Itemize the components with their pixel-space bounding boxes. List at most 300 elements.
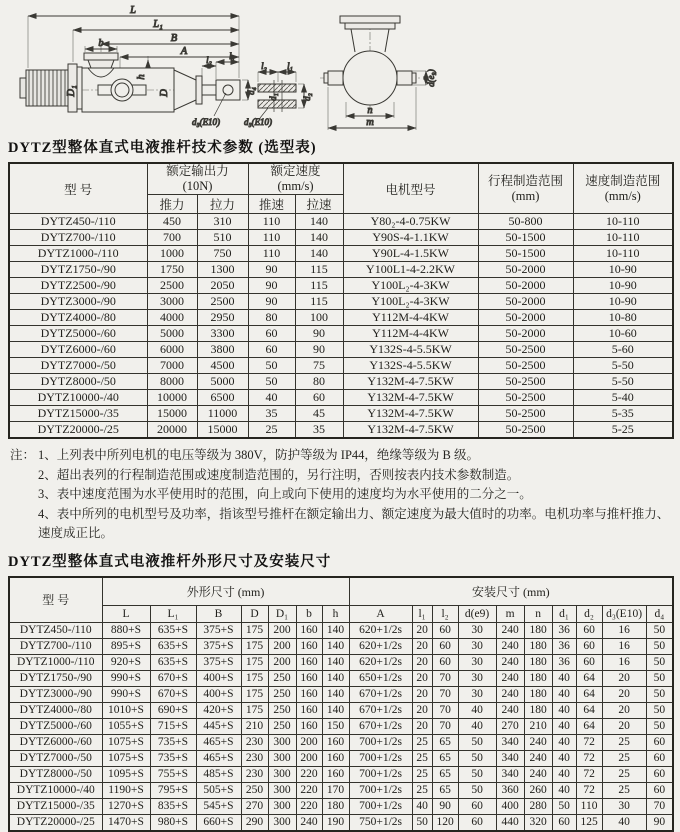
- table-cell: 140: [295, 246, 343, 262]
- table-cell: 60: [576, 654, 602, 670]
- note-item-1: 1、上列表中所列电机的电压等级为 380V，防护等级为 IP44，绝缘等级为 B 级。: [38, 448, 479, 462]
- header-pull-force: 拉力: [197, 195, 248, 214]
- table-cell: 750: [197, 246, 248, 262]
- table-cell: 3000: [147, 294, 197, 310]
- table-cell: 50-2500: [478, 390, 573, 406]
- table-cell: 10-90: [573, 262, 673, 278]
- table-cell: 990+S: [102, 670, 150, 686]
- table-cell: 20: [412, 654, 432, 670]
- table-cell: 25: [602, 750, 646, 766]
- header-col-m: m: [496, 605, 524, 622]
- header-rated-speed: [248, 163, 343, 195]
- header-outline-dimensions: 外形尺寸 (mm): [102, 577, 349, 606]
- table-cell: 240: [496, 654, 524, 670]
- table-cell: 120: [432, 814, 458, 831]
- table-cell: 10-60: [573, 326, 673, 342]
- table-cell: 100: [295, 310, 343, 326]
- model-cell: DYTZ15000-/35: [9, 406, 147, 422]
- table-row: [9, 766, 673, 782]
- model-cell: DYTZ8000-/50: [9, 374, 147, 390]
- parameters-table-title: DYTZ型整体直式电液推杆技术参数 (选型表): [8, 140, 317, 156]
- header-col-L1: L₁: [150, 605, 196, 622]
- table-cell: 180: [524, 702, 552, 718]
- table-cell: 160: [296, 686, 322, 702]
- table-cell: 50-2000: [478, 310, 573, 326]
- table-cell: 60: [248, 342, 295, 358]
- dim-label-b: b: [98, 38, 104, 49]
- note-item-4: 4、表中所列的电机型号及功率，指该型号推杆在额定输出力、额定速度为最大值时的功率。电机功率与推杆推力、 速度成正比。: [38, 506, 670, 540]
- table-cell: Y132M-4-7.5KW: [343, 422, 478, 439]
- header-speed-range-label: 速度制造范围: [585, 173, 661, 188]
- side-view: [20, 5, 256, 127]
- table-cell: 25: [602, 766, 646, 782]
- table-cell: 10-110: [573, 214, 673, 230]
- dim-label-l1-detail: l₁: [287, 61, 293, 71]
- table-cell: 50-2500: [478, 406, 573, 422]
- table-cell: 90: [248, 294, 295, 310]
- table-cell: 25: [412, 766, 432, 782]
- table-cell: 25: [412, 734, 432, 750]
- table-row: [9, 734, 673, 750]
- header-rated-speed-unit: (mm/s): [277, 179, 314, 193]
- table-cell: 20: [412, 686, 432, 702]
- table-cell: 240: [496, 670, 524, 686]
- header-col-l1: l₁: [412, 605, 432, 622]
- table-cell: 240: [496, 702, 524, 718]
- table-cell: 40: [458, 702, 496, 718]
- table-cell: 990+S: [102, 686, 150, 702]
- table-cell: 6500: [197, 390, 248, 406]
- table-cell: 60: [248, 326, 295, 342]
- table-cell: 20: [602, 686, 646, 702]
- table-cell: 220: [296, 798, 322, 814]
- table-cell: 620+1/2s: [349, 638, 412, 654]
- table-cell: 200: [268, 638, 296, 654]
- table-cell: 140: [322, 702, 349, 718]
- table-cell: 300: [268, 766, 296, 782]
- table-cell: 72: [576, 750, 602, 766]
- table-cell: Y132M-4-7.5KW: [343, 390, 478, 406]
- table-cell: 30: [458, 670, 496, 686]
- table-cell: 125: [576, 814, 602, 831]
- table-cell: 30: [458, 622, 496, 638]
- table-cell: 4000: [147, 310, 197, 326]
- table-cell: 200: [268, 622, 296, 638]
- dim-label-D: D: [159, 89, 170, 97]
- table-cell: 50: [646, 638, 673, 654]
- table-cell: 175: [241, 670, 268, 686]
- table-cell: 140: [322, 638, 349, 654]
- table-cell: 700+1/2s: [349, 782, 412, 798]
- table-cell: 80: [295, 374, 343, 390]
- header-col-l2: l₂: [432, 605, 458, 622]
- table-cell: 115: [295, 278, 343, 294]
- dim-label-L: L: [130, 5, 136, 16]
- table-cell: 180: [524, 686, 552, 702]
- header-rated-output-force-unit: (10N): [182, 179, 213, 193]
- header-rated-speed-label: 额定速度: [270, 164, 321, 178]
- table-cell: 5-35: [573, 406, 673, 422]
- note-item-3: 3、表中速度范围为水平使用时的范围，向上或向下使用的速度均为水平使用的二分之一。: [38, 487, 532, 501]
- table-cell: 340: [496, 734, 524, 750]
- table-cell: 160: [322, 766, 349, 782]
- table-cell: 5-50: [573, 374, 673, 390]
- table-row: [9, 390, 673, 406]
- table-cell: 36: [552, 638, 576, 654]
- table-cell: 60: [646, 734, 673, 750]
- table-cell: 50: [248, 358, 295, 374]
- table-cell: 40: [552, 670, 576, 686]
- table-cell: 240: [524, 766, 552, 782]
- table-cell: 400: [496, 798, 524, 814]
- table-cell: 75: [295, 358, 343, 374]
- table-cell: 160: [322, 750, 349, 766]
- table-cell: 1055+S: [102, 718, 150, 734]
- table-cell: 160: [296, 670, 322, 686]
- table-cell: 880+S: [102, 622, 150, 638]
- table-cell: 50: [646, 654, 673, 670]
- table-cell: 190: [322, 814, 349, 831]
- table-cell: 90: [295, 342, 343, 358]
- table-cell: 175: [241, 686, 268, 702]
- table-cell: 60: [576, 638, 602, 654]
- table-cell: 50: [412, 814, 432, 831]
- table-row: [9, 230, 673, 246]
- table-cell: 545+S: [196, 798, 241, 814]
- table-cell: 700+1/2s: [349, 798, 412, 814]
- table-cell: Y132M-4-7.5KW: [343, 374, 478, 390]
- table-cell: 60: [458, 798, 496, 814]
- table-cell: 160: [296, 718, 322, 734]
- table-cell: 25: [602, 734, 646, 750]
- table-cell: 670+1/2s: [349, 686, 412, 702]
- note-item-2: 2、超出表列的行程制造范围或速度制造范围的，另行注明，否则按表内技术参数制造。: [38, 467, 520, 482]
- table-cell: 735+S: [150, 734, 196, 750]
- table-cell: 60: [432, 638, 458, 654]
- table-cell: 240: [496, 686, 524, 702]
- table-cell: 375+S: [196, 654, 241, 670]
- model-cell: DYTZ10000-/40: [9, 782, 102, 798]
- table-cell: 290: [241, 814, 268, 831]
- dim-label-de9: d(e₉): [426, 69, 436, 87]
- table-cell: 20: [602, 670, 646, 686]
- table-cell: 40: [602, 814, 646, 831]
- table-cell: 30: [458, 638, 496, 654]
- table-cell: 15000: [147, 406, 197, 422]
- table-cell: 200: [296, 734, 322, 750]
- table-cell: 8000: [147, 374, 197, 390]
- table-cell: 110: [576, 798, 602, 814]
- table-cell: 250: [268, 686, 296, 702]
- table-cell: 16: [602, 638, 646, 654]
- table-cell: 700+1/2s: [349, 766, 412, 782]
- header-motor-model: 电机型号: [343, 163, 478, 214]
- table-cell: 635+S: [150, 654, 196, 670]
- table-cell: 50-2000: [478, 326, 573, 342]
- table-cell: 220: [296, 766, 322, 782]
- table-row: [9, 422, 673, 439]
- table-cell: 90: [248, 278, 295, 294]
- table-cell: 16: [602, 654, 646, 670]
- table-cell: 10-110: [573, 230, 673, 246]
- table-cell: 3800: [197, 342, 248, 358]
- dim-label-l2: l₂: [206, 55, 212, 65]
- table-cell: 160: [296, 654, 322, 670]
- dim-label-l2-detail: l₂: [261, 61, 267, 71]
- table-cell: 40: [552, 718, 576, 734]
- table-cell: 920+S: [102, 654, 150, 670]
- notes-block: [8, 446, 678, 544]
- table-cell: Y100L₂-4-3KW: [343, 278, 478, 294]
- table-cell: 250: [268, 718, 296, 734]
- table-cell: 620+1/2s: [349, 654, 412, 670]
- table-cell: 35: [248, 406, 295, 422]
- table-cell: Y80₂-4-0.75KW: [343, 214, 478, 230]
- table-cell: 160: [296, 638, 322, 654]
- dim-label-d3E10: d₃(E10): [191, 117, 221, 127]
- table-cell: 25: [412, 782, 432, 798]
- dim-label-B: B: [170, 33, 178, 44]
- table-cell: 20000: [147, 422, 197, 439]
- table-cell: 50-1500: [478, 246, 573, 262]
- table-cell: 140: [322, 686, 349, 702]
- table-cell: 375+S: [196, 622, 241, 638]
- table-cell: 70: [432, 670, 458, 686]
- table-cell: 170: [322, 782, 349, 798]
- table-cell: 440: [496, 814, 524, 831]
- table-cell: 50-1500: [478, 230, 573, 246]
- table-cell: 230: [241, 766, 268, 782]
- table-cell: 50-2000: [478, 262, 573, 278]
- table-cell: 320: [524, 814, 552, 831]
- table-cell: 60: [646, 766, 673, 782]
- table-cell: 7000: [147, 358, 197, 374]
- table-cell: 650+1/2s: [349, 670, 412, 686]
- table-cell: 700+1/2s: [349, 750, 412, 766]
- table-cell: 240: [524, 734, 552, 750]
- table-cell: 180: [524, 638, 552, 654]
- table-cell: 70: [432, 686, 458, 702]
- end-view: [320, 16, 436, 130]
- table-cell: 300: [268, 750, 296, 766]
- table-cell: 6000: [147, 342, 197, 358]
- table-cell: 270: [496, 718, 524, 734]
- table-cell: 50-2500: [478, 358, 573, 374]
- table-cell: 60: [432, 622, 458, 638]
- table-cell: 250: [268, 670, 296, 686]
- model-cell: DYTZ1000-/110: [9, 654, 102, 670]
- table-cell: 20: [412, 670, 432, 686]
- table-cell: 175: [241, 702, 268, 718]
- table-cell: 36: [552, 654, 576, 670]
- table-cell: 510: [197, 230, 248, 246]
- model-cell: DYTZ20000-/25: [9, 422, 147, 439]
- table-cell: 670+S: [150, 670, 196, 686]
- table-cell: 465+S: [196, 750, 241, 766]
- table-cell: 50-2500: [478, 422, 573, 439]
- header-col-d2: d₂: [576, 605, 602, 622]
- table-cell: 240: [524, 750, 552, 766]
- table-cell: 45: [295, 406, 343, 422]
- table-cell: 50-2000: [478, 278, 573, 294]
- table-row: [9, 294, 673, 310]
- table-cell: 65: [432, 782, 458, 798]
- table-cell: 375+S: [196, 638, 241, 654]
- table-row: [9, 342, 673, 358]
- table-cell: 50: [458, 782, 496, 798]
- table-cell: 980+S: [150, 814, 196, 831]
- header-stroke-range-label: 行程制造范围: [488, 173, 564, 188]
- table-row: [9, 782, 673, 798]
- table-cell: 80: [248, 310, 295, 326]
- table-cell: 90: [248, 262, 295, 278]
- table-cell: 1095+S: [102, 766, 150, 782]
- table-cell: 210: [524, 718, 552, 734]
- header-model: 型 号: [9, 163, 147, 214]
- table-row: [9, 686, 673, 702]
- table-cell: 90: [432, 798, 458, 814]
- model-cell: DYTZ8000-/50: [9, 766, 102, 782]
- table-row: [9, 358, 673, 374]
- model-cell: DYTZ4000-/80: [9, 310, 147, 326]
- table-cell: 20: [412, 638, 432, 654]
- table-cell: 60: [552, 814, 576, 831]
- model-cell: DYTZ3000-/90: [9, 686, 102, 702]
- model-cell: DYTZ5000-/60: [9, 326, 147, 342]
- header-col-d1: d₁: [552, 605, 576, 622]
- table-cell: 360: [496, 782, 524, 798]
- header-col-D1: D₁: [268, 605, 296, 622]
- table-cell: 50: [458, 766, 496, 782]
- table-cell: 160: [322, 734, 349, 750]
- model-cell: DYTZ3000-/90: [9, 294, 147, 310]
- table-cell: 50-2500: [478, 374, 573, 390]
- dim-label-l1: l₁: [229, 51, 235, 61]
- table-row: [9, 702, 673, 718]
- table-cell: 20: [602, 702, 646, 718]
- table-cell: 795+S: [150, 782, 196, 798]
- table-cell: 50: [646, 686, 673, 702]
- table-cell: 20: [602, 718, 646, 734]
- table-cell: 11000: [197, 406, 248, 422]
- table-cell: Y112M-4-4KW: [343, 310, 478, 326]
- dim-label-d3E10-detail: d₃(E10): [243, 117, 273, 127]
- table-cell: 280: [524, 798, 552, 814]
- header-speed-range-unit: (mm/s): [604, 188, 641, 203]
- table-row: [9, 310, 673, 326]
- dim-label-n: n: [367, 105, 373, 116]
- table-cell: 64: [576, 718, 602, 734]
- table-cell: 40: [552, 782, 576, 798]
- table-cell: 4500: [197, 358, 248, 374]
- table-cell: 240: [496, 638, 524, 654]
- table-row: [9, 814, 673, 831]
- table-cell: 200: [268, 654, 296, 670]
- table-cell: 115: [295, 294, 343, 310]
- table-cell: 1075+S: [102, 750, 150, 766]
- table-cell: 1000: [147, 246, 197, 262]
- table-cell: 1190+S: [102, 782, 150, 798]
- table-cell: Y100L₂-4-3KW: [343, 294, 478, 310]
- table-cell: Y132S-4-5.5KW: [343, 342, 478, 358]
- table-cell: 690+S: [150, 702, 196, 718]
- table-cell: 620+1/2s: [349, 622, 412, 638]
- table-cell: 70: [646, 798, 673, 814]
- table-cell: 65: [432, 734, 458, 750]
- header-install-dimensions: 安装尺寸 (mm): [349, 577, 673, 606]
- table-cell: 1470+S: [102, 814, 150, 831]
- table-cell: 340: [496, 766, 524, 782]
- table-cell: 36: [552, 622, 576, 638]
- table-cell: 635+S: [150, 638, 196, 654]
- table-cell: 40: [248, 390, 295, 406]
- table-cell: 40: [552, 750, 576, 766]
- table-cell: 400+S: [196, 670, 241, 686]
- table-cell: 420+S: [196, 702, 241, 718]
- table-cell: 110: [248, 246, 295, 262]
- table-cell: 50: [552, 798, 576, 814]
- header-col-L: L: [102, 605, 150, 622]
- table-cell: 20: [412, 718, 432, 734]
- table-cell: Y90S-4-1.1KW: [343, 230, 478, 246]
- table-cell: 50-2500: [478, 342, 573, 358]
- table-cell: 200: [296, 750, 322, 766]
- table-cell: 140: [322, 622, 349, 638]
- table-cell: 140: [295, 214, 343, 230]
- table-cell: 180: [524, 654, 552, 670]
- table-cell: Y100L1-4-2.2KW: [343, 262, 478, 278]
- dim-label-h: h: [136, 74, 147, 80]
- table-cell: 72: [576, 734, 602, 750]
- table-cell: 90: [646, 814, 673, 831]
- header-col-b: b: [296, 605, 322, 622]
- table-cell: 140: [295, 230, 343, 246]
- notes-prefix: 注：: [10, 448, 36, 462]
- table-cell: 20: [412, 702, 432, 718]
- table-cell: 230: [241, 750, 268, 766]
- header-col-B: B: [196, 605, 241, 622]
- model-cell: DYTZ1000-/110: [9, 246, 147, 262]
- table-cell: 240: [296, 814, 322, 831]
- table-row: [9, 406, 673, 422]
- table-cell: 735+S: [150, 750, 196, 766]
- model-cell: DYTZ6000-/60: [9, 342, 147, 358]
- model-cell: DYTZ450-/110: [9, 214, 147, 230]
- table-cell: 260: [524, 782, 552, 798]
- table-row: [9, 326, 673, 342]
- header-col-h: h: [322, 605, 349, 622]
- table-cell: 64: [576, 702, 602, 718]
- dim-label-d1: d₁: [268, 93, 278, 101]
- model-cell: DYTZ1750-/90: [9, 670, 102, 686]
- table-cell: 140: [322, 654, 349, 670]
- table-cell: 160: [296, 622, 322, 638]
- table-cell: 50: [458, 734, 496, 750]
- table-cell: 175: [241, 622, 268, 638]
- table-cell: 180: [524, 670, 552, 686]
- table-cell: 10-110: [573, 246, 673, 262]
- table-cell: 60: [646, 782, 673, 798]
- table-cell: 175: [241, 654, 268, 670]
- model-cell: DYTZ2500-/90: [9, 278, 147, 294]
- table-row: [9, 750, 673, 766]
- table-cell: 40: [552, 734, 576, 750]
- table-cell: 2950: [197, 310, 248, 326]
- table-row: [9, 374, 673, 390]
- table-cell: 450: [147, 214, 197, 230]
- table-cell: 300: [268, 814, 296, 831]
- table-cell: 70: [432, 702, 458, 718]
